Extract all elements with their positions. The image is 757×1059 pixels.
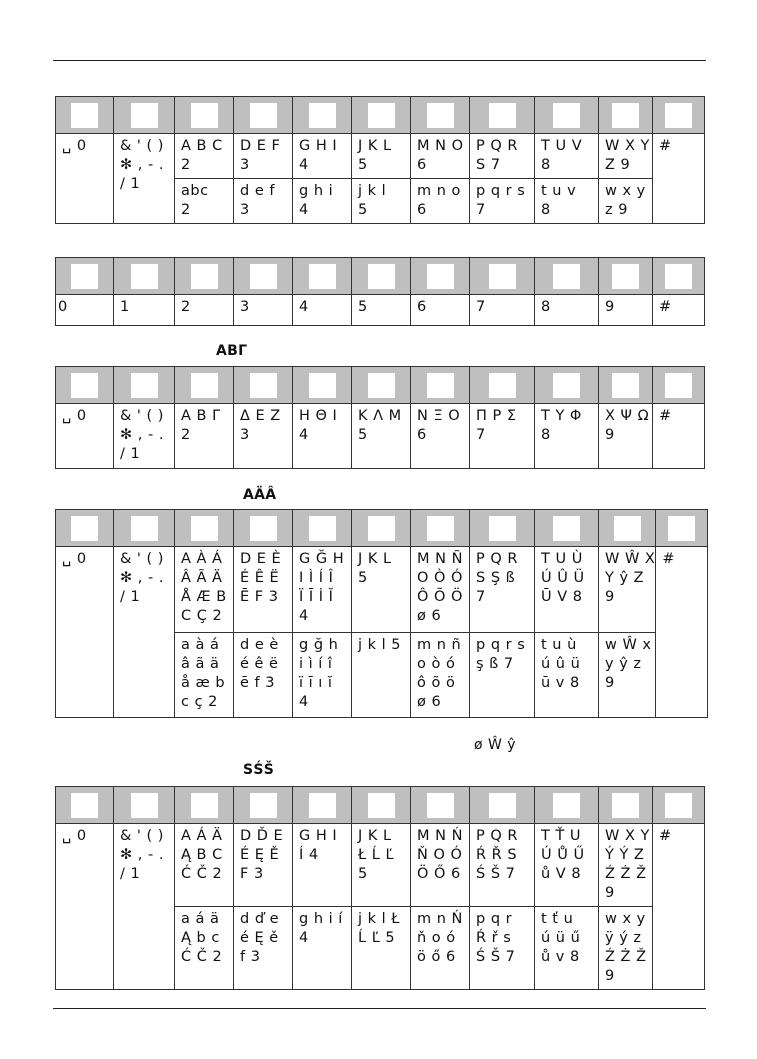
char-cell: Κ Λ Μ 5 bbox=[358, 408, 402, 443]
char-cell: # bbox=[662, 551, 675, 567]
key-icon bbox=[489, 264, 516, 289]
key-icon bbox=[250, 103, 277, 128]
special-chars-note: ø Ŵ ŷ bbox=[474, 737, 517, 753]
char-cell: D E È É Ê Ë Ē F 3 bbox=[240, 551, 282, 605]
key-icon bbox=[250, 793, 277, 818]
char-cell: m n o 6 bbox=[417, 183, 461, 218]
char-cell: M N Ñ O Ò Ó Ô Õ Ö ø 6 bbox=[417, 551, 463, 624]
char-cell: d ď e é Ę ě f 3 bbox=[240, 911, 280, 965]
key-icon bbox=[665, 264, 692, 289]
bottom-rule bbox=[53, 1008, 706, 1009]
key-icon bbox=[191, 516, 218, 541]
key-icon bbox=[131, 793, 158, 818]
char-cell: j k l 5 bbox=[358, 183, 387, 218]
char-cell: A À Á Â Ã Ä Å Æ B C Ç 2 bbox=[181, 551, 227, 624]
key-icon bbox=[665, 103, 692, 128]
char-cell: J K L 5 bbox=[358, 138, 392, 173]
char-cell: Π Ρ Σ 7 bbox=[476, 408, 517, 443]
table-extended2 bbox=[55, 786, 705, 990]
key-icon bbox=[368, 516, 395, 541]
key-icon bbox=[612, 373, 639, 398]
key-icon bbox=[131, 103, 158, 128]
table-greek bbox=[55, 366, 705, 469]
char-cell: Δ Ε Ζ 3 bbox=[240, 408, 281, 443]
key-icon bbox=[612, 264, 639, 289]
greek-caption: ΑΒΓ bbox=[216, 343, 248, 359]
key-icon bbox=[427, 373, 454, 398]
key-header-row bbox=[56, 258, 705, 295]
char-cell: 1 bbox=[120, 299, 130, 315]
char-cell: & ' ( ) ✻ , - . / 1 bbox=[120, 828, 164, 882]
key-icon bbox=[71, 264, 98, 289]
char-cell: ␣ 0 bbox=[62, 408, 87, 424]
key-icon bbox=[427, 264, 454, 289]
key-icon bbox=[191, 103, 218, 128]
key-icon bbox=[553, 264, 580, 289]
char-cell: t ť u ú ü ű ů v 8 bbox=[541, 911, 581, 965]
key-icon bbox=[553, 516, 580, 541]
key-icon bbox=[250, 264, 277, 289]
char-cell: 8 bbox=[541, 299, 551, 315]
char-cell: p q r s 7 bbox=[476, 183, 526, 218]
char-cell: t u ù ú û ü ū v 8 bbox=[541, 636, 581, 691]
key-icon bbox=[309, 516, 336, 541]
char-cell: M N O 6 bbox=[417, 138, 464, 173]
key-icon bbox=[191, 264, 218, 289]
key-icon bbox=[489, 793, 516, 818]
char-cell: J K L Ł Ĺ Ľ 5 bbox=[358, 828, 395, 882]
char-cell: Χ Ψ Ω 9 bbox=[605, 408, 650, 443]
key-icon bbox=[131, 516, 158, 541]
char-cell: D Ď E É Ę Ě F 3 bbox=[240, 828, 284, 882]
table-row bbox=[56, 295, 705, 326]
extended2-caption: SŚŠ bbox=[243, 762, 275, 778]
key-icon bbox=[309, 793, 336, 818]
top-rule bbox=[53, 60, 706, 61]
key-icon bbox=[368, 264, 395, 289]
char-cell: 4 bbox=[299, 299, 309, 315]
char-cell: m n Ń ň o ó ö ő 6 bbox=[417, 911, 463, 965]
key-icon bbox=[553, 373, 580, 398]
char-cell: T U Ù Ú Û Ü Ū V 8 bbox=[541, 551, 585, 605]
table-numeric bbox=[55, 257, 705, 326]
char-cell: T Ť U Ú Ů Ű ů V 8 bbox=[541, 828, 585, 882]
char-cell: 0 bbox=[58, 299, 68, 315]
table-row bbox=[56, 824, 705, 907]
char-cell: J K L 5 bbox=[358, 551, 392, 586]
key-icon bbox=[71, 373, 98, 398]
key-icon bbox=[191, 373, 218, 398]
char-cell: Τ Υ Φ 8 bbox=[541, 408, 582, 443]
key-icon bbox=[427, 793, 454, 818]
char-cell: P Q R S 7 bbox=[476, 138, 518, 173]
char-cell: 7 bbox=[476, 299, 486, 315]
key-icon bbox=[612, 793, 639, 818]
char-cell: W Ŵ X Y ŷ Z 9 bbox=[605, 551, 656, 605]
char-cell: # bbox=[659, 828, 672, 844]
key-icon bbox=[309, 264, 336, 289]
char-cell: d e è é ê ë ē f 3 bbox=[240, 636, 279, 691]
key-icon bbox=[368, 793, 395, 818]
key-header-row bbox=[56, 97, 705, 134]
char-cell: W X Y Z 9 bbox=[605, 138, 650, 173]
table-row bbox=[56, 547, 708, 633]
key-icon bbox=[427, 516, 454, 541]
key-icon bbox=[614, 516, 641, 541]
char-cell: G H I Í 4 bbox=[299, 828, 338, 863]
char-cell: A Á Ä Ą B C Ć Č 2 bbox=[181, 828, 223, 882]
key-icon bbox=[553, 103, 580, 128]
char-cell: 2 bbox=[181, 299, 191, 315]
char-cell: ␣ 0 bbox=[62, 828, 87, 844]
table-row bbox=[56, 404, 705, 469]
table-extended1 bbox=[55, 509, 708, 718]
char-cell: # bbox=[659, 299, 672, 315]
char-cell: Ν Ξ Ο 6 bbox=[417, 408, 461, 443]
char-cell: A B C 2 bbox=[181, 138, 223, 173]
table-standard bbox=[55, 96, 705, 224]
key-icon bbox=[612, 103, 639, 128]
char-cell: t u v 8 bbox=[541, 183, 577, 218]
char-cell: T U V 8 bbox=[541, 138, 583, 173]
key-icon bbox=[309, 373, 336, 398]
char-cell: P Q R Ŕ Ř S Ś Š 7 bbox=[476, 828, 518, 882]
char-cell: W X Y Ý Ý Z Ź Ż Ž 9 bbox=[605, 828, 650, 901]
key-header-row bbox=[56, 367, 705, 404]
key-icon bbox=[368, 103, 395, 128]
char-cell: 5 bbox=[358, 299, 368, 315]
key-icon bbox=[553, 793, 580, 818]
key-icon bbox=[665, 793, 692, 818]
key-icon bbox=[191, 793, 218, 818]
char-cell: m n ñ o ò ó ô õ ö ø 6 bbox=[417, 636, 462, 710]
char-cell: abc 2 bbox=[181, 183, 209, 218]
char-cell: G H I 4 bbox=[299, 138, 338, 173]
char-cell: j k l 5 bbox=[358, 636, 402, 653]
char-cell: d e f 3 bbox=[240, 183, 275, 218]
char-cell: & ' ( ) ✻ , - . / 1 bbox=[120, 138, 164, 192]
char-cell: w x y z 9 bbox=[605, 183, 646, 218]
key-header-row bbox=[56, 510, 708, 547]
key-icon bbox=[250, 516, 277, 541]
key-icon bbox=[250, 373, 277, 398]
key-icon bbox=[368, 373, 395, 398]
char-cell: j k l Ł Ĺ Ľ 5 bbox=[358, 911, 400, 946]
char-cell: & ' ( ) ✻ , - . / 1 bbox=[120, 408, 164, 462]
char-cell: g h i 4 bbox=[299, 183, 334, 218]
char-cell: ␣ 0 bbox=[62, 138, 87, 154]
key-icon bbox=[668, 516, 695, 541]
key-icon bbox=[427, 103, 454, 128]
key-icon bbox=[131, 264, 158, 289]
char-cell: M N Ń Ň O Ó Ö Ő 6 bbox=[417, 828, 463, 882]
key-icon bbox=[489, 516, 516, 541]
char-cell: G Ğ H I Ì Í Î Ï Ī İ Ĭ 4 bbox=[299, 551, 345, 624]
extended1-caption: AÄÂ bbox=[243, 487, 277, 503]
char-cell: P Q R S Ş ß 7 bbox=[476, 551, 518, 605]
char-cell: g h i í 4 bbox=[299, 911, 343, 946]
char-cell: 3 bbox=[240, 299, 250, 315]
key-icon bbox=[71, 516, 98, 541]
key-icon bbox=[489, 373, 516, 398]
char-cell: Η Θ Ι 4 bbox=[299, 408, 338, 443]
key-icon bbox=[71, 793, 98, 818]
char-cell: w Ŵ x y ŷ z 9 bbox=[605, 636, 652, 691]
char-cell: # bbox=[659, 408, 672, 424]
char-cell: # bbox=[659, 138, 672, 154]
key-icon bbox=[131, 373, 158, 398]
char-cell: p q r Ŕ ř s Ś Š 7 bbox=[476, 911, 516, 965]
key-header-row bbox=[56, 787, 705, 824]
char-cell: p q r s ş ß 7 bbox=[476, 636, 526, 672]
char-cell: 9 bbox=[605, 299, 615, 315]
char-cell: ␣ 0 bbox=[62, 551, 87, 567]
key-icon bbox=[489, 103, 516, 128]
char-cell: a à á â ã ä å æ b c ç 2 bbox=[181, 636, 226, 710]
table-row bbox=[56, 134, 705, 179]
key-icon bbox=[71, 103, 98, 128]
char-cell: & ' ( ) ✻ , - . / 1 bbox=[120, 551, 164, 605]
char-cell: g ğ h i ì í î ï ī ı ĭ 4 bbox=[299, 636, 339, 710]
char-cell: a á ä Ą b c Ć Č 2 bbox=[181, 911, 223, 965]
char-cell: Α Β Γ 2 bbox=[181, 408, 221, 443]
key-icon bbox=[309, 103, 336, 128]
key-icon bbox=[665, 373, 692, 398]
char-cell: 6 bbox=[417, 299, 427, 315]
char-cell: D E F 3 bbox=[240, 138, 281, 173]
char-cell: w x y ÿ ý z Ź Ż Ž 9 bbox=[605, 911, 647, 984]
